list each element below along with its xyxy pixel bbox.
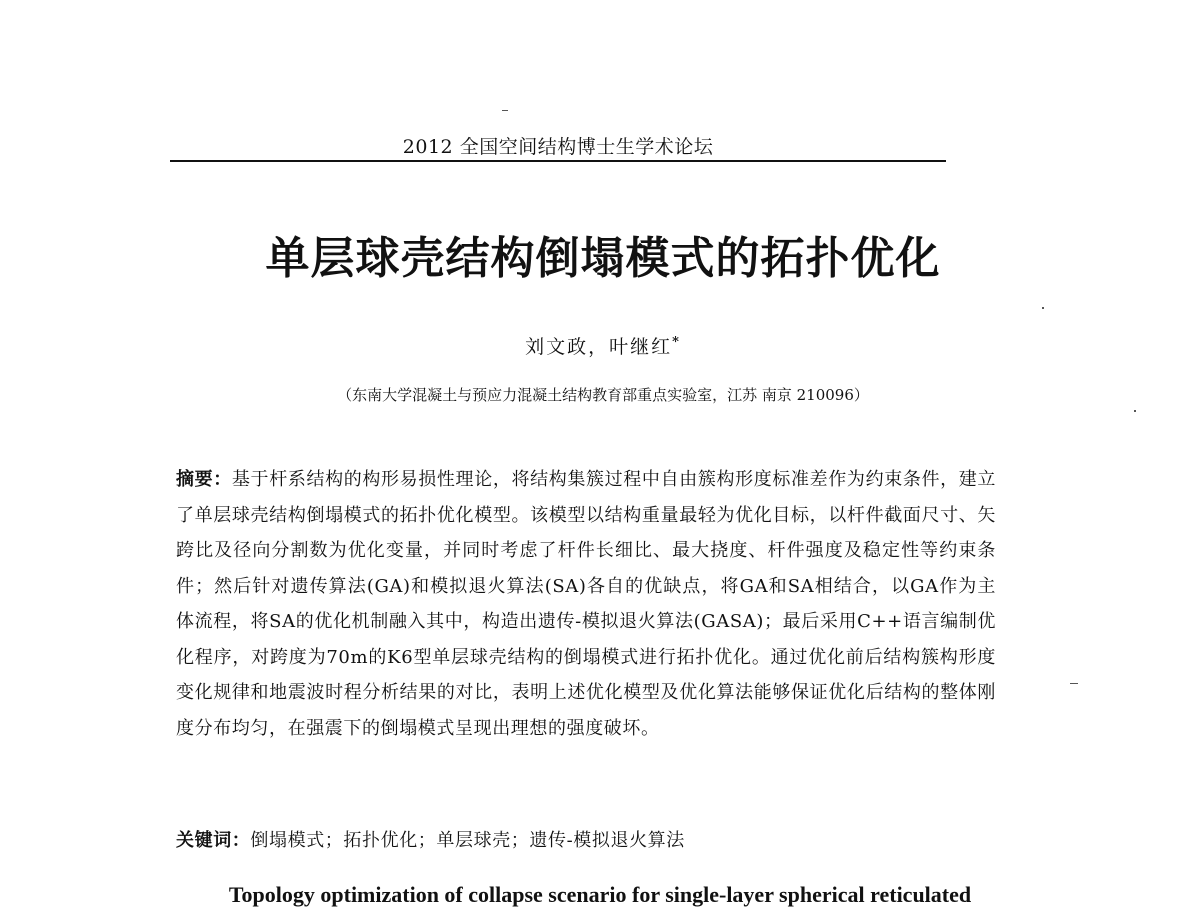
author-names: 刘文政，叶继红: [525, 336, 673, 358]
scan-speck: [1070, 683, 1078, 684]
scan-speck: [502, 110, 508, 111]
scan-speck: [1134, 410, 1136, 412]
header-rule: [170, 160, 946, 162]
scan-speck: [1042, 307, 1044, 309]
abstract-label: 摘要：: [176, 469, 232, 490]
english-title: Topology optimization of collapse scenario for single-layer spherical reticulated: [228, 882, 972, 907]
conference-header: 2012 全国空间结构博士生学术论坛: [402, 136, 714, 158]
corresponding-author-mark: *: [672, 334, 681, 350]
affiliation: （东南大学混凝土与预应力混凝土结构教育部重点实验室，江苏 南京 210096）: [337, 386, 869, 404]
paper-title: 单层球壳结构倒塌模式的拓扑优化: [265, 233, 941, 284]
abstract-text: 基于杆系结构的构形易损性理论，将结构集簇过程中自由簇构形度标准差作为约束条件，建立了单层球壳结构倒塌模式的拓扑优化模型。该模型以结构重量最轻为优化目标，以杆件截面尺寸、矢跨比及径向分割数为优化变量，并同时考虑了杆件长细比、最大挠度、杆件强度及稳定性等约束条件；然后针对遗传算法(GA)和模拟退火算法(SA)各自的优缺点，将GA和SA相结合，以GA作为主体流程，将SA的优化机制融入其中，构造出遗传-模拟退火算法(GASA)；最后采用C++语言编制优化程序，对跨度为70m的K6型单层球壳结构的倒塌模式进行拓扑优化。通过优化前后结构簇构形度变化规律和地震波时程分析结果的对比，表明上述优化模型及优化算法能够保证优化后结构的整体刚度分布均匀，在强震下的倒塌模式呈现出理想的强度破坏。: [176, 469, 996, 739]
keywords-label: 关键词：: [176, 830, 251, 851]
keywords-text: 倒塌模式；拓扑优化；单层球壳；遗传-模拟退火算法: [250, 830, 685, 851]
abstract: [176, 462, 996, 746]
keywords: [176, 826, 996, 852]
authors: [170, 332, 1036, 359]
